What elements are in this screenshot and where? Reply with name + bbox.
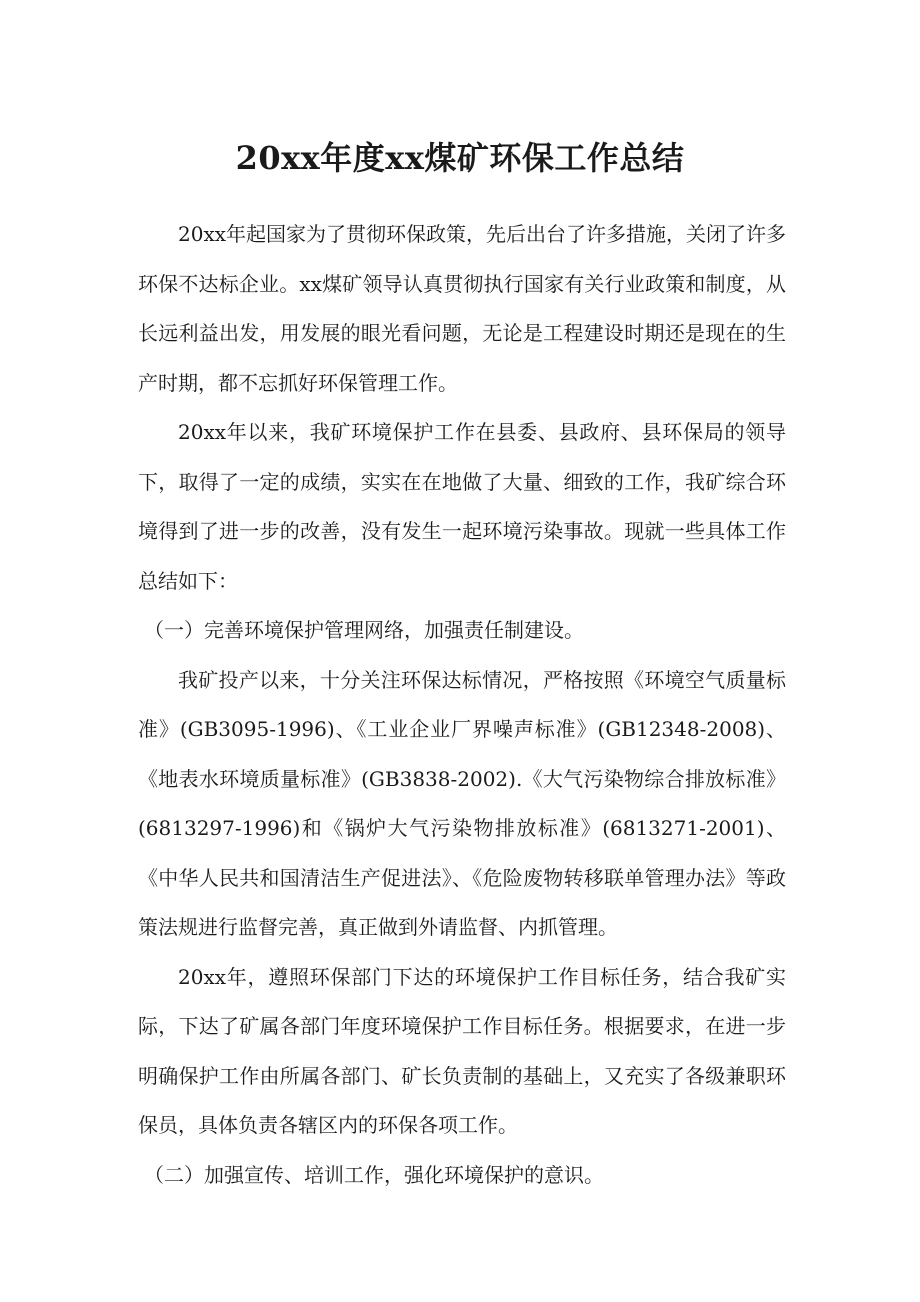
paragraph-intro: 20xx年起国家为了贯彻环保政策，先后出台了许多措施，关闭了许多环保不达标企业。xx煤矿领导认真贯彻执行国家有关行业政策和制度，从长远利益出发，用发展的眼光看问题，无论是工程建设时期还是现在的生产时期，都不忘抓好环保管理工作。 bbox=[138, 222, 787, 395]
paragraph-targets: 20xx年，遵照环保部门下达的环境保护工作目标任务，结合我矿实际，下达了矿属各部门年度环境保护工作目标任务。根据要求，在进一步明确保护工作由所属各部门、矿长负责制的基础上，又充实了各级兼职环保员，具体负责各辖区内的环保各项工作。 bbox=[138, 964, 786, 1137]
paragraph-standards: 我矿投产以来，十分关注环保达标情况，严格按照《环境空气质量标准》(GB3095-1996)、《工业企业厂界噪声标准》(GB12348-2008)、《地表水环境质量标准》(GB3838-2002).《大气污染物综合排放标准》(6813297-1996)和《锅炉大气污染物排放标准》(6813271-2001)、《中华人民共和国清洁生产促进法》、《危险废物转移联单管理办法》等政策法规进行监督完善，真正做到外请监督、内抓管理。 bbox=[138, 667, 786, 939]
document-body bbox=[138, 210, 786, 1200]
paragraph-overview: 20xx年以来，我矿环境保护工作在县委、县政府、县环保局的领导下，取得了一定的成绩，实实在在地做了大量、细致的工作，我矿综合环境得到了进一步的改善，没有发生一起环境污染事故。现就一些具体工作总结如下： bbox=[138, 420, 786, 593]
section-heading-1: （一）完善环境保护管理网络，加强责任制建设。 bbox=[144, 618, 584, 642]
section-heading-2: （二）加强宣传、培训工作，强化环境保护的意识。 bbox=[144, 1162, 604, 1187]
document-title: 20xx年度xx煤矿环保工作总结 bbox=[235, 139, 685, 177]
